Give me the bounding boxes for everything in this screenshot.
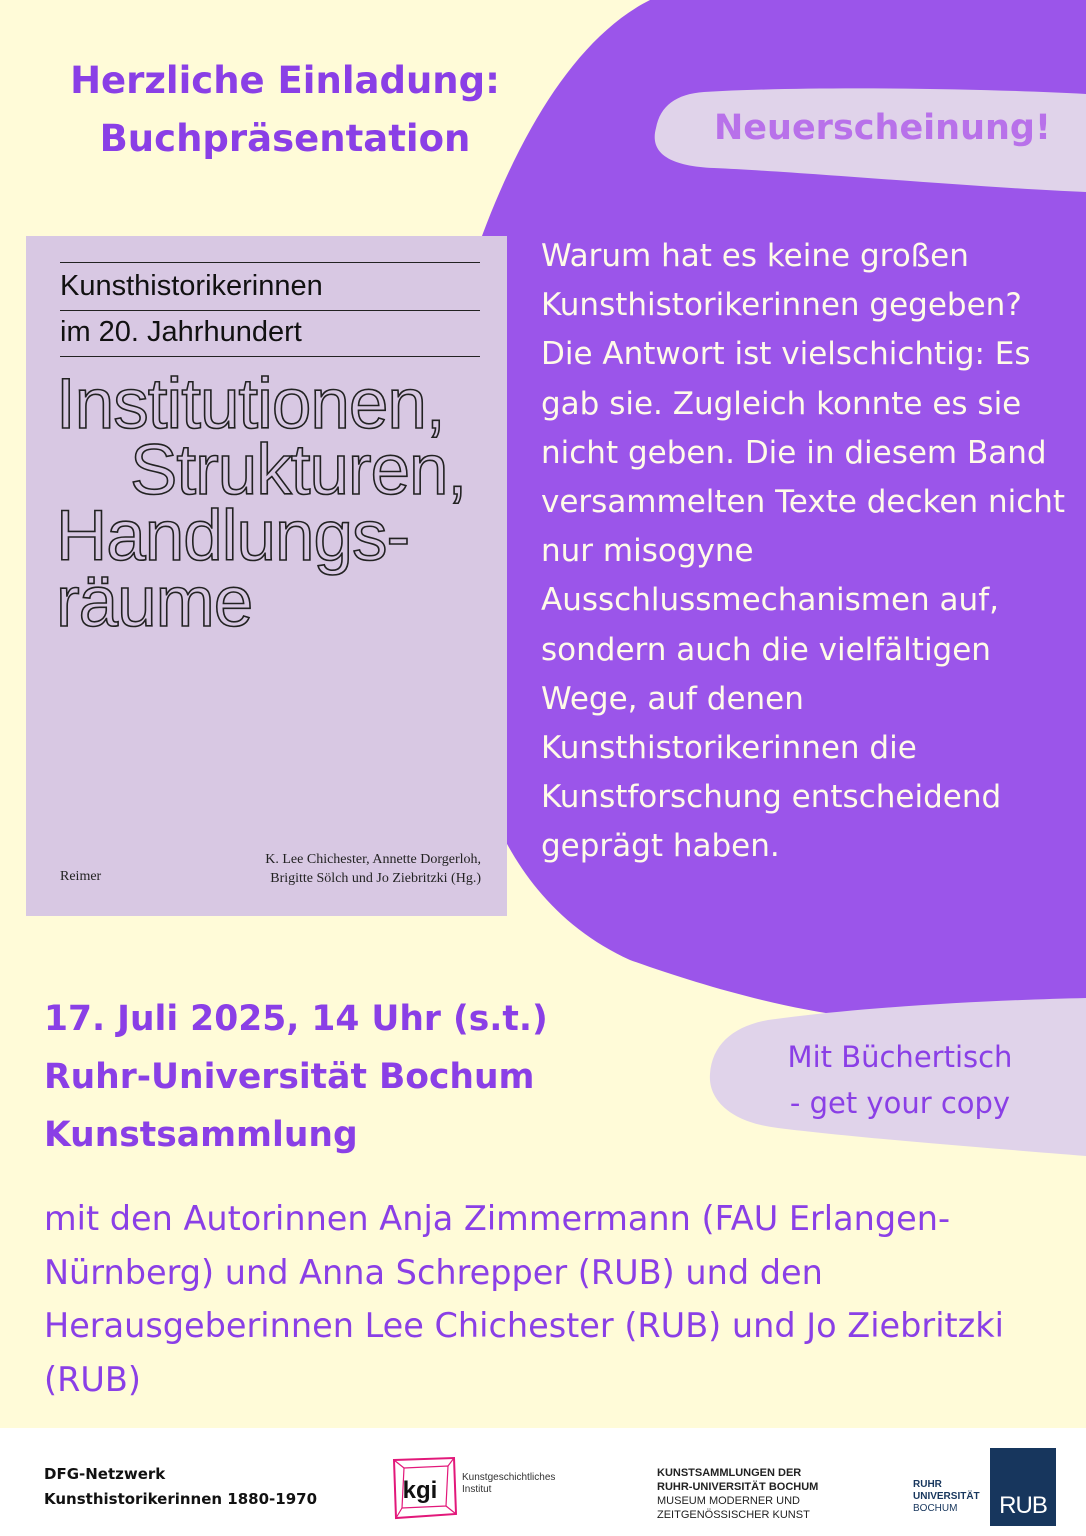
kgi-institute-label [462,1472,555,1496]
rub-logo-text: RUB [999,1492,1047,1519]
cover-series-line-1: Kunsthistorikerinnen [60,270,323,302]
book-table-line-1: Mit Büchertisch [787,1040,1013,1074]
kgi-logo-icon [390,1456,460,1520]
rub-line-2: UNIVERSITÄT [913,1491,980,1502]
cover-editors-line-2: Brigitte Sölch und Jo Ziebritzki (Hg.) [270,871,481,886]
cover-title-line-2: Strukturen, [130,431,467,510]
dfg-line-1: DFG-Netzwerk [44,1465,166,1483]
authors-paragraph: mit den Autorinnen Anja Zimmermann (FAU Erlangen-Nürnberg) und Anna Schrepper (RUB) und den Herausgeberinnen Lee Chichester (RUB) und Jo Ziebritzki (RUB) [44,1199,1004,1399]
cover-series-line-2: im 20. Jahrhundert [60,316,302,348]
event-date: 17. Juli 2025, 14 Uhr (s.t.) [44,999,548,1039]
book-table-badge [740,1034,1060,1126]
heading-line-1: Herzliche Einladung: [70,59,500,102]
cover-title-line-1: Institutionen, [56,365,445,444]
cover-editors-line-1: K. Lee Chichester, Annette Dorgerloh, [265,852,481,867]
event-details [44,990,548,1164]
cover-title-line-3: Handlungs- [56,497,410,576]
new-release-badge: Neuerscheinung! [714,108,1051,148]
book-cover [26,236,507,916]
cover-rule-middle [60,310,480,311]
kunstsammlungen-logo-text [657,1466,818,1522]
cover-rule-bottom [60,356,480,357]
event-venue: Ruhr-Universität Bochum [44,1057,535,1097]
kunst-line-1: KUNSTSAMMLUNGEN DER [657,1467,802,1479]
rub-wordmark [913,1479,980,1515]
kunst-line-2: RUHR-UNIVERSITÄT BOCHUM [657,1481,819,1493]
kgi-logo-text: kgi [402,1477,438,1504]
event-location: Kunstsammlung [44,1115,358,1155]
rub-line-3: BOCHUM [913,1503,958,1514]
dfg-line-2: Kunsthistorikerinnen 1880-1970 [44,1490,318,1508]
cover-title-line-4: räume [56,563,253,642]
book-table-line-2: - get your copy [789,1086,1011,1120]
cover-editors [265,850,481,888]
kunst-line-4: ZEITGENÖSSISCHER KUNST [657,1509,810,1521]
rub-logo-icon [990,1448,1056,1526]
invitation-heading [40,52,530,168]
cover-rule-top [60,262,480,263]
heading-line-2: Buchpräsentation [99,117,471,160]
cover-publisher: Reimer [60,869,102,884]
kgi-line-2: Institut [462,1484,492,1495]
rub-line-1: RUHR [913,1479,942,1490]
dfg-network-label [44,1462,317,1512]
kunst-line-3: MUSEUM MODERNER UND [657,1495,800,1507]
book-description: Warum hat es keine großen Kunsthistorikerinnen gegeben? Die Antwort ist vielschichtig: Es gab sie. Zugleich konnte es sie nicht geben. Die in diesem Band versammelten Texte decken nicht nur misogyne Ausschlussmechanismen auf, sondern auch die vielfältigen Wege, auf denen Kunsthistorikerinnen die Kunstforschung entscheidend geprägt haben. [541,238,1066,865]
kgi-line-1: Kunstgeschichtliches [462,1472,556,1483]
